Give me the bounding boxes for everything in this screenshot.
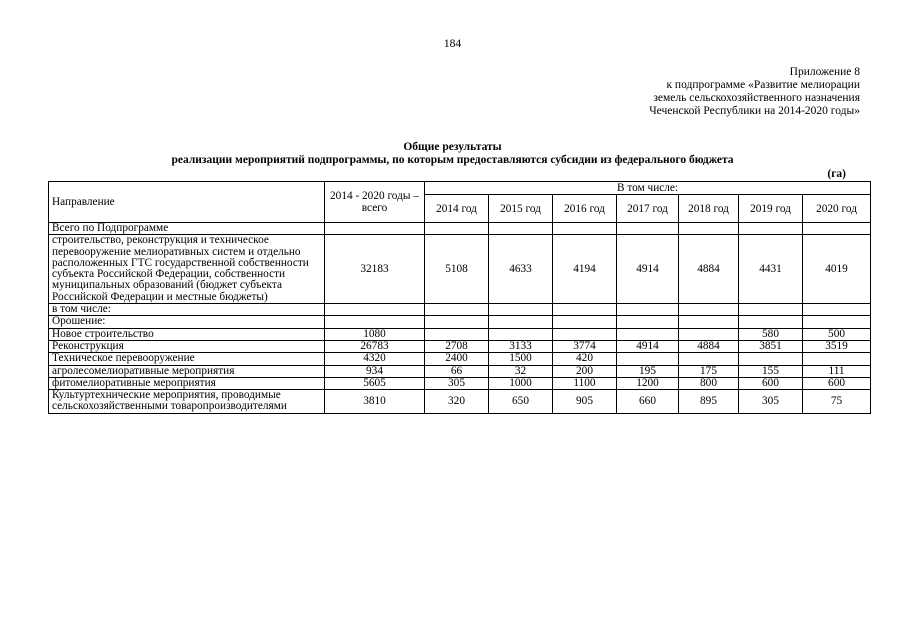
row-year-value: 500 [803,328,871,340]
row-year-value [803,223,871,235]
row-year-value [679,328,739,340]
row-year-value: 66 [425,365,489,377]
row-year-value [617,316,679,328]
row-label: Техническое перевооружение [49,353,325,365]
row-total [325,304,425,316]
row-year-value [425,223,489,235]
row-year-value [679,316,739,328]
unit-label: (га) [827,168,846,180]
row-year-value: 305 [425,377,489,389]
table-row [49,316,871,328]
row-total [325,223,425,235]
row-year-value: 3519 [803,340,871,352]
row-year-value [553,316,617,328]
table-row [49,390,871,414]
header-year: 2019 год [739,195,803,223]
row-year-value [679,304,739,316]
row-year-value: 1500 [489,353,553,365]
table-row [49,304,871,316]
table-row [49,377,871,389]
row-year-value: 4431 [739,235,803,304]
row-year-value: 895 [679,390,739,414]
row-year-value [803,316,871,328]
row-year-value: 4194 [553,235,617,304]
row-total: 32183 [325,235,425,304]
row-label: фитомелиоративные мероприятия [49,377,325,389]
row-year-value: 905 [553,390,617,414]
row-year-value: 305 [739,390,803,414]
table-row [49,328,871,340]
row-year-value: 1200 [617,377,679,389]
row-year-value [803,304,871,316]
row-year-value [739,353,803,365]
row-label: в том числе: [49,304,325,316]
row-year-value [425,316,489,328]
row-year-value [553,223,617,235]
row-year-value: 155 [739,365,803,377]
row-year-value: 650 [489,390,553,414]
row-label: Всего по Подпрограмме [49,223,325,235]
row-year-value: 320 [425,390,489,414]
row-year-value [739,304,803,316]
row-year-value: 2400 [425,353,489,365]
row-total: 934 [325,365,425,377]
row-label: Орошение: [49,316,325,328]
row-year-value: 600 [803,377,871,389]
row-year-value: 660 [617,390,679,414]
row-year-value [617,304,679,316]
header-year: 2016 год [553,195,617,223]
row-year-value: 111 [803,365,871,377]
table-row [49,353,871,365]
row-year-value [489,316,553,328]
row-year-value [489,328,553,340]
annex-header [649,66,860,118]
page-number: 184 [443,38,462,50]
row-total: 26783 [325,340,425,352]
row-year-value [617,353,679,365]
row-year-value: 5108 [425,235,489,304]
row-year-value [617,328,679,340]
row-year-value: 75 [803,390,871,414]
row-total: 3810 [325,390,425,414]
row-year-value: 4884 [679,235,739,304]
document-title [0,141,905,167]
table-row [49,223,871,235]
row-year-value [739,316,803,328]
header-year: 2020 год [803,195,871,223]
row-total [325,316,425,328]
row-year-value: 175 [679,365,739,377]
row-year-value: 600 [739,377,803,389]
row-year-value: 580 [739,328,803,340]
row-year-value: 800 [679,377,739,389]
row-year-value: 200 [553,365,617,377]
row-label: Культуртехнические мероприятия, проводимые сельскохозяйственными товаропроизводителями [49,390,325,414]
row-year-value [553,304,617,316]
header-year: 2017 год [617,195,679,223]
row-label: Новое строительство [49,328,325,340]
title-line-2: реализации мероприятий подпрограммы, по которым предоставляются субсидии из федерального бюджета [171,154,734,166]
annex-line-1: Приложение 8 [789,66,860,78]
row-total: 5605 [325,377,425,389]
table-row [49,365,871,377]
row-year-value: 1100 [553,377,617,389]
row-year-value: 32 [489,365,553,377]
row-year-value: 195 [617,365,679,377]
header-year: 2015 год [489,195,553,223]
title-line-1: Общие результаты [403,141,502,153]
row-year-value: 3133 [489,340,553,352]
header-year: 2018 год [679,195,739,223]
row-label: агролесомелиоративные мероприятия [49,365,325,377]
row-total: 4320 [325,353,425,365]
table-header [49,182,871,223]
row-year-value: 4884 [679,340,739,352]
results-table [48,181,871,414]
table-row [49,235,871,304]
row-year-value [489,223,553,235]
header-including: В том числе: [425,182,871,195]
row-year-value: 3851 [739,340,803,352]
row-year-value: 420 [553,353,617,365]
table-body [49,223,871,414]
row-year-value: 4019 [803,235,871,304]
row-year-value [739,223,803,235]
row-year-value [425,304,489,316]
table-row [49,340,871,352]
row-year-value: 4914 [617,340,679,352]
row-year-value: 4633 [489,235,553,304]
header-direction: Направление [49,182,325,223]
annex-line-3: земель сельскохозяйственного назначения [653,92,860,104]
annex-line-2: к подпрограмме «Развитие мелиорации [666,79,860,91]
row-year-value [803,353,871,365]
row-year-value [679,353,739,365]
row-label: Реконструкция [49,340,325,352]
header-year: 2014 год [425,195,489,223]
row-year-value [617,223,679,235]
row-year-value: 2708 [425,340,489,352]
row-year-value [553,328,617,340]
row-year-value: 3774 [553,340,617,352]
header-total: 2014 - 2020 годы – всего [325,182,425,223]
row-year-value: 1000 [489,377,553,389]
row-total: 1080 [325,328,425,340]
row-year-value: 4914 [617,235,679,304]
row-year-value [425,328,489,340]
row-label: строительство, реконструкция и техническое перевооружение мелиоративных систем и отдельно расположенных ГТС государственной собственности субъекта Российской Федерации, собственности муниципальных образований (бюджет субъекта Российской Федерации и местные бюджеты) [49,235,325,304]
row-year-value [679,223,739,235]
row-year-value [489,304,553,316]
annex-line-4: Чеченской Республики на 2014-2020 годы» [649,105,860,117]
